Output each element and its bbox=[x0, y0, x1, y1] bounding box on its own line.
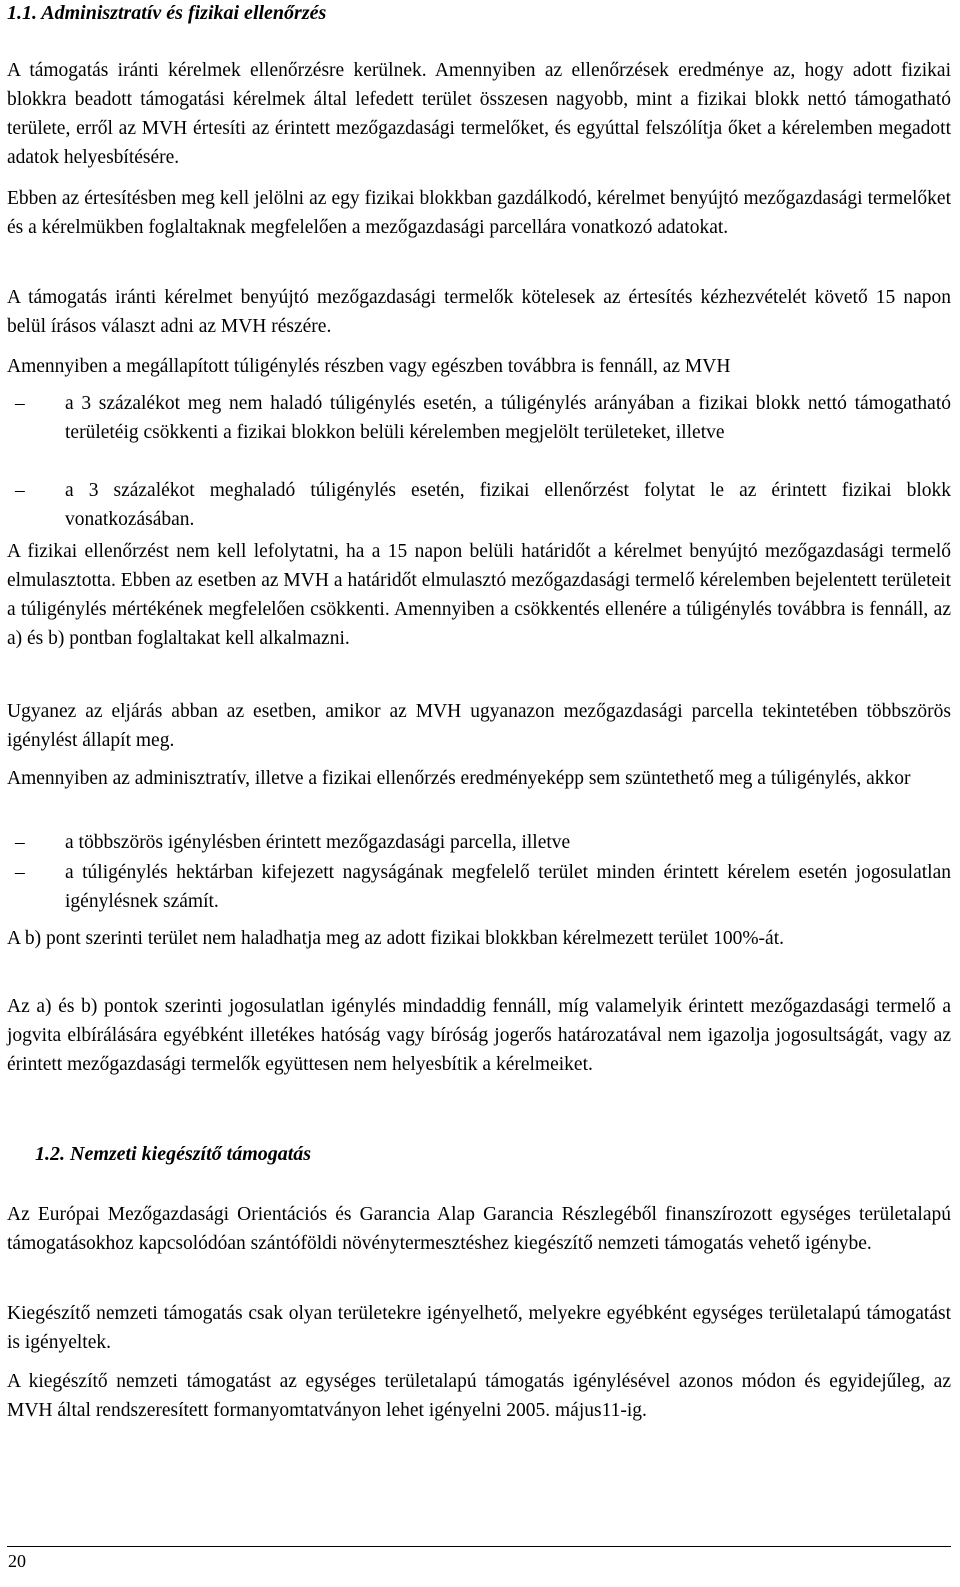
paragraph: A támogatás iránti kérelmet benyújtó mezőgazdasági termelők kötelesek az értesítés kézhezvételét követő 15 napon belül írásos választ adni az MVH részére. bbox=[7, 287, 951, 337]
paragraph: A kiegészítő nemzeti támogatást az egységes területalapú támogatás igénylésével azonos módon és egyidejűleg, az MVH által rendszeresített formanyomtatványon lehet igényelni 2005. május11-ig. bbox=[7, 1371, 951, 1421]
paragraph: Kiegészítő nemzeti támogatás csak olyan területekre igényelhető, melyekre egyébként egységes területalapú támogatást is igényeltek. bbox=[7, 1303, 951, 1353]
list-dash: – bbox=[15, 480, 25, 501]
section-heading-2: 1.2. Nemzeti kiegészítő támogatás bbox=[35, 1143, 312, 1165]
list-item: – a 3 százalékot meghaladó túligénylés esetén, fizikai ellenőrzést folytat le az érintett fizikai blokk vonatkozásában. bbox=[7, 476, 951, 534]
paragraph: A b) pont szerinti terület nem haladhatja meg az adott fizikai blokkban kérelmezett terület 100%-át. bbox=[7, 928, 785, 949]
paragraph: Az a) és b) pontok szerinti jogosulatlan igénylés mindaddig fennáll, míg valamelyik érintett mezőgazdasági termelő a jogvita elbírálására egyébként illetékes hatóság vagy bíróság jogerős határozatával nem igazolja jogosultságát, vagy az érintett mezőgazdasági termelők együttesen nem helyesbítik a kérelmeiket. bbox=[7, 996, 951, 1075]
list-item: – a többszörös igénylésben érintett mezőgazdasági parcella, illetve bbox=[7, 828, 951, 857]
page-number: 20 bbox=[8, 1551, 26, 1571]
paragraph: Az Európai Mezőgazdasági Orientációs és Garancia Alap Garancia Részlegéből finanszírozott egységes területalapú támogatásokhoz kapcsolódóan szántóföldi növénytermesztéshez kiegészítő nemzeti támogatás vehető igénybe. bbox=[7, 1204, 951, 1254]
list-dash: – bbox=[15, 393, 25, 414]
list-item: – a 3 százalékot meg nem haladó túligénylés esetén, a túligénylés arányában a fizikai blokk nettó támogatható területéig csökkenti a fizikai blokkon belüli kérelemben megjelölt területeket, illetve bbox=[7, 389, 951, 447]
paragraph: Amennyiben az adminisztratív, illetve a fizikai ellenőrzés eredményeképp sem szüntethető meg a túligénylés, akkor bbox=[7, 768, 911, 789]
section-heading-1: 1.1. Adminisztratív és fizikai ellenőrzés bbox=[7, 2, 327, 24]
list-item: – a túligénylés hektárban kifejezett nagyságának megfelelő terület minden érintett kérelem esetén jogosulatlan igénylésnek számít. bbox=[7, 858, 951, 916]
paragraph: A támogatás iránti kérelmek ellenőrzésre kerülnek. Amennyiben az ellenőrzések eredménye az, hogy adott fizikai blokkra beadott támogatási kérelmek által lefedett terület összesen nagyobb, mint a fizikai blokk nettó támogatható területe, erről az MVH értesíti az érintett mezőgazdasági termelőket, és egyúttal felszólítja őket a kérelemben megadott adatok helyesbítésére. bbox=[7, 60, 951, 168]
list-dash: – bbox=[15, 832, 25, 853]
paragraph: Ugyanez az eljárás abban az esetben, amikor az MVH ugyanazon mezőgazdasági parcella tekintetében többszörös igénylést állapít meg. bbox=[7, 701, 951, 751]
paragraph: A fizikai ellenőrzést nem kell lefolytatni, ha a 15 napon belüli határidőt a kérelmet benyújtó mezőgazdasági termelő elmulasztotta. Ebben az esetben az MVH a határidőt elmulasztó mezőgazdasági termelő kérelemben bejelentett területeit a túligénylés mértékének megfelelően csökkenti. Amennyiben a csökkentés ellenére a túligénylés továbbra is fennáll, az a) és b) pontban foglaltakat kell alkalmazni. bbox=[7, 541, 951, 649]
list-dash: – bbox=[15, 862, 25, 883]
paragraph: Ebben az értesítésben meg kell jelölni az egy fizikai blokkban gazdálkodó, kérelmet benyújtó mezőgazdasági termelőket és a kérelmükben foglaltaknak megfelelően a mezőgazdasági parcellára vonatkozó adatokat. bbox=[7, 188, 951, 238]
footer-divider bbox=[7, 1546, 951, 1547]
paragraph: Amennyiben a megállapított túligénylés részben vagy egészben továbbra is fennáll, az MVH bbox=[7, 356, 731, 377]
